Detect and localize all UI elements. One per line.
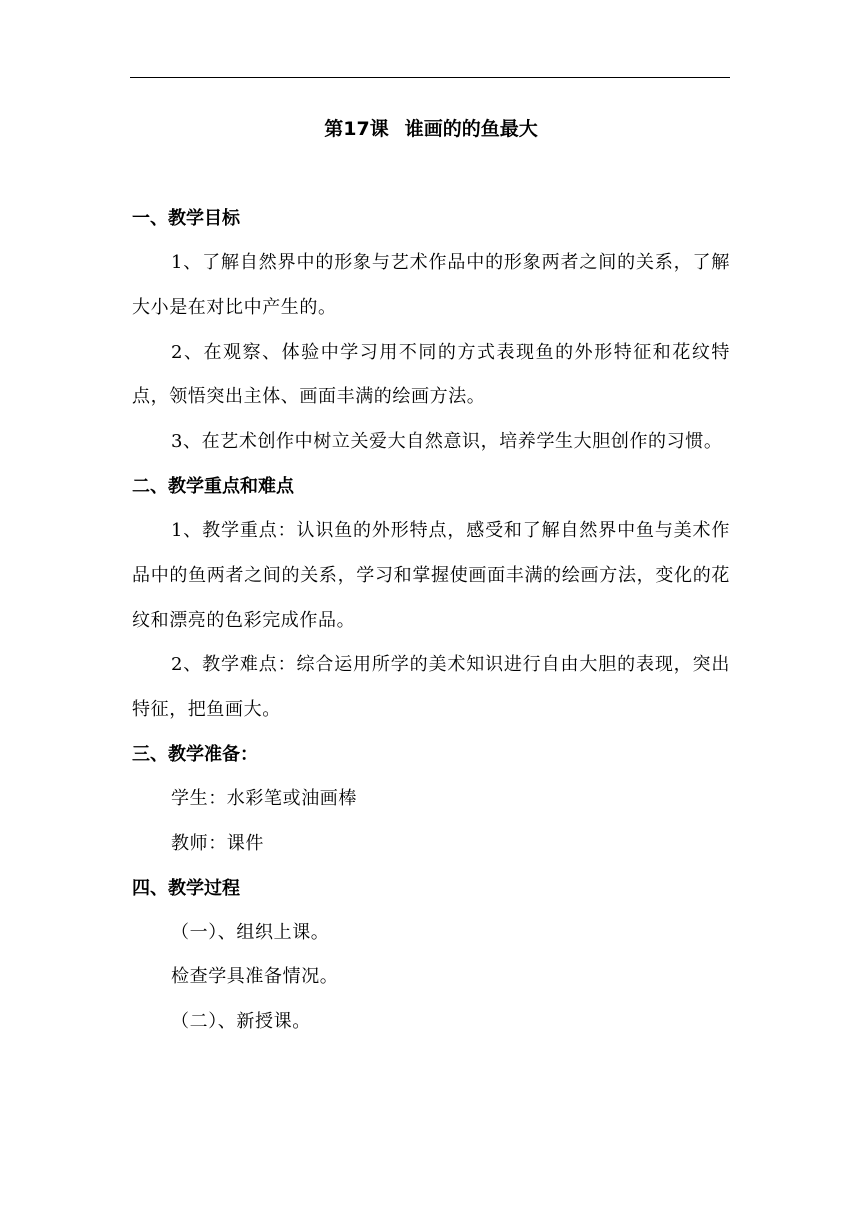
objective-2: 2、在观察、体验中学习用不同的方式表现鱼的外形特征和花纹特点，领悟突出主体、画面丰满的绘画方法。: [132, 341, 730, 408]
section-heading-process: 四、教学过程: [132, 877, 240, 899]
key-point-1: 1、教学重点：认识鱼的外形特点，感受和了解自然界中鱼与美术作品中的鱼两者之间的关系，学习和掌握使画面丰满的绘画方法，变化的花纹和漂亮的色彩完成作品。: [132, 519, 730, 631]
title-number: 17: [343, 118, 370, 140]
process-step-1-detail: 检查学具准备情况。: [171, 966, 339, 988]
objective-3: 3、在艺术创作中树立关爱大自然意识，培养学生大胆创作的习惯。: [171, 431, 723, 453]
section-heading-objectives: 一、教学目标: [132, 208, 240, 229]
page-title: [132, 107, 730, 151]
section-heading-key-points: 二、教学重点和难点: [132, 475, 294, 497]
title-text: 谁画的的鱼最大: [404, 118, 538, 140]
title-prefix: 第: [324, 118, 344, 140]
key-point-2: 2、教学难点：综合运用所学的美术知识进行自由大胆的表现，突出特征，把鱼画大。: [132, 654, 730, 721]
preparation-students: 学生：水彩笔或油画棒: [171, 787, 357, 809]
process-step-2: （二）、新授课。: [171, 1011, 311, 1033]
objective-1: 1、了解自然界中的形象与艺术作品中的形象两者之间的关系，了解大小是在对比中产生的。: [132, 252, 730, 318]
section-heading-preparation: 三、教学准备：: [132, 743, 258, 765]
preparation-teacher: 教师：课件: [171, 832, 264, 854]
process-step-1: （一）、组织上课。: [171, 921, 330, 943]
header-rule: [130, 77, 730, 78]
document-page: [132, 107, 730, 1045]
title-lesson: 课: [369, 118, 389, 140]
